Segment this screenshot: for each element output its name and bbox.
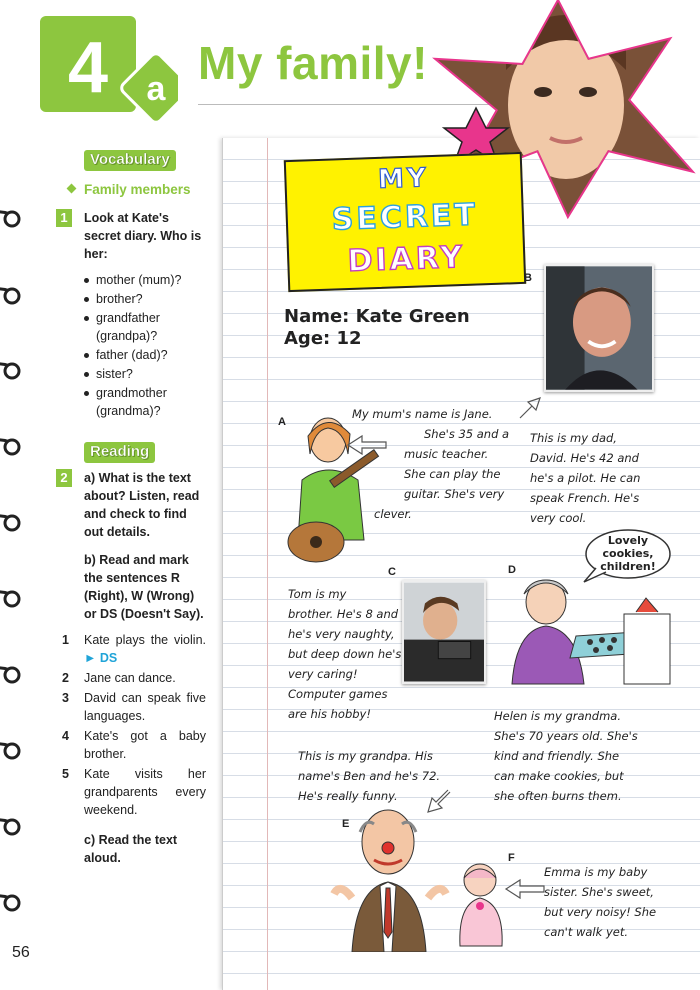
diary-name: Name: Kate Green [284, 306, 470, 327]
diary-age: Age: 12 [284, 328, 362, 349]
grandpa-text [298, 746, 440, 806]
statement-text: Kate's got a baby brother. [84, 729, 206, 761]
list-item: grandmother (grandma)? [84, 384, 206, 420]
unit-number: 4 [67, 28, 109, 108]
label-a: A [278, 416, 286, 428]
label-e: E [342, 818, 350, 830]
left-column [56, 150, 206, 867]
text-line: are his hobby! [288, 707, 371, 721]
topic-family-members [84, 181, 206, 199]
text-line: guitar. She's very [404, 487, 505, 501]
statement-item [56, 689, 206, 725]
mum-text [352, 404, 509, 524]
statement-number: 1 [62, 633, 69, 647]
text-line: she often burns them. [494, 789, 622, 803]
text-line: This is my dad, [530, 431, 617, 445]
list-item: father (dad)? [84, 346, 206, 364]
task-2c-text: c) Read the text aloud. [84, 833, 178, 865]
vocabulary-label: Vocabulary [84, 150, 176, 171]
text-line: Computer games [288, 687, 388, 701]
text-line: name's Ben and he's 72. [298, 769, 441, 783]
unit-letter: a [146, 70, 166, 108]
dad-photo [544, 264, 654, 392]
spiral-ring [0, 588, 26, 610]
emma-text [544, 862, 656, 942]
list-item: mother (mum)? [84, 271, 206, 289]
task-2a-text: a) What is the text about? Listen, read and check to find out details. [84, 471, 200, 539]
statement-number: 2 [62, 671, 69, 685]
text-line: He's really funny. [298, 789, 398, 803]
text-line: David. He's 42 and [530, 451, 639, 465]
dad-text [530, 428, 640, 528]
text-line: kind and friendly. She [494, 749, 620, 763]
label-b: B [524, 272, 532, 284]
diary-title-card [284, 152, 526, 292]
statement-answer: ► DS [84, 651, 118, 665]
text-line: sister. She's sweet, [544, 885, 654, 899]
statement-text: Kate visits her grandparents every weekend. [84, 767, 206, 817]
spiral-ring [0, 664, 26, 686]
text-line: but deep down he's [288, 647, 402, 661]
label-f: F [508, 852, 515, 864]
spiral-ring [0, 208, 26, 230]
text-line: can't walk yet. [544, 925, 628, 939]
task-1 [56, 209, 206, 263]
diary-name-age [284, 306, 470, 350]
diary-title-diary: DIARY [346, 239, 466, 280]
tom-text [288, 584, 401, 724]
text-line: brother. He's 8 and [288, 607, 399, 621]
text-line: She can play the [404, 467, 501, 481]
family-list [84, 271, 206, 420]
statement-item [56, 669, 206, 687]
spiral-ring [0, 512, 26, 534]
spiral-ring [0, 436, 26, 458]
text-line: She's 35 and a [424, 427, 510, 441]
text-line: cookies, [602, 547, 654, 560]
statement-text: Jane can dance. [84, 671, 176, 685]
page-number: 56 [12, 944, 30, 961]
text-line: She's 70 years old. She's [494, 729, 638, 743]
spiral-ring [0, 892, 26, 914]
text-line: he's very naughty, [288, 627, 395, 641]
text-line: he's a pilot. He can [530, 471, 641, 485]
statement-number: 3 [62, 691, 69, 705]
text-line: Helen is my grandma. [494, 709, 622, 723]
arrow-icon [504, 878, 546, 900]
task-2-number: 2 [56, 469, 72, 487]
text-line: My mum's name is Jane. [352, 407, 493, 421]
unit-title: My family! [198, 37, 428, 89]
statement-text: David can speak five languages. [84, 691, 206, 723]
spiral-ring [0, 360, 26, 382]
text-line: Lovely [607, 534, 649, 547]
text-line: very caring! [288, 667, 358, 681]
grandma-speech [588, 534, 668, 573]
list-item: sister? [84, 365, 206, 383]
task-2b-text: b) Read and mark the sentences R (Right), W (Wrong) or DS (Doesn't Say). [84, 553, 204, 621]
reading-label: Reading [84, 442, 155, 463]
grandpa-illustration [330, 802, 450, 952]
statement-item [56, 631, 206, 667]
topic-text: Family members [84, 182, 191, 197]
spiral-ring [0, 816, 26, 838]
text-line: speak French. He's [530, 491, 640, 505]
statement-item [56, 727, 206, 763]
text-line: Tom is my [288, 587, 347, 601]
label-c: C [388, 566, 396, 578]
statement-number: 4 [62, 729, 69, 743]
arrow-icon [516, 396, 542, 422]
text-line: can make cookies, but [494, 769, 624, 783]
tom-photo [402, 580, 486, 684]
text-line: music teacher. [404, 447, 489, 461]
text-line: but very noisy! She [544, 905, 657, 919]
list-item: grandfather (grandpa)? [84, 309, 206, 345]
label-d: D [508, 564, 516, 576]
list-item: brother? [84, 290, 206, 308]
text-line: Emma is my baby [544, 865, 648, 879]
unit-badge [38, 14, 178, 124]
text-line: children! [600, 560, 656, 573]
statement-number: 5 [62, 767, 69, 781]
diamond-icon [67, 184, 77, 194]
diary-title-my: MY [377, 163, 430, 195]
spiral-ring [0, 285, 26, 307]
diary-title-secret: SECRET [331, 197, 479, 238]
statements-list [56, 631, 206, 819]
grandma-illustration [506, 574, 676, 686]
task-1-text: Look at Kate's secret diary. Who is her: [84, 211, 202, 261]
statement-text: Kate plays the violin. [84, 633, 206, 647]
grandma-text [494, 706, 638, 806]
spiral-ring [0, 740, 26, 762]
task-2 [56, 469, 206, 541]
text-line: very cool. [530, 511, 587, 525]
text-line: This is my grandpa. His [298, 749, 433, 763]
baby-illustration [450, 858, 512, 948]
task-1-number: 1 [56, 209, 72, 227]
text-line: clever. [374, 507, 412, 521]
statement-item [56, 765, 206, 819]
